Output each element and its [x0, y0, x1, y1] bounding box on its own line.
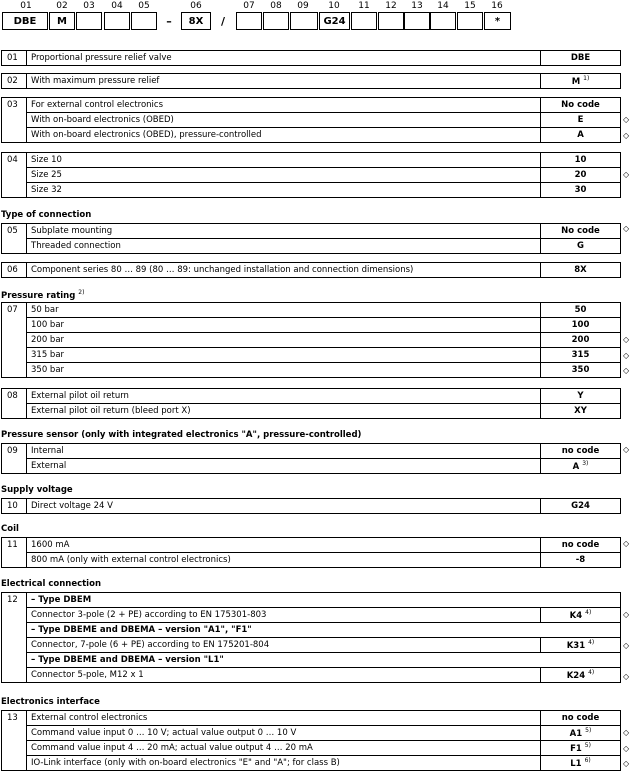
footnote-ref: 1): [583, 75, 590, 83]
position-number: 16: [491, 1, 503, 11]
row-number: 13: [2, 711, 27, 771]
row-number: 03: [2, 98, 27, 143]
row-label: 50 bar: [27, 303, 541, 318]
row-label: With on-board electronics (OBED), pressure-controlled: [27, 128, 541, 143]
row-code: G24: [541, 499, 621, 514]
preferred-diamond-icon: ◇: [623, 115, 630, 124]
group-03: [1, 97, 621, 143]
footnote-ref: 2): [78, 289, 85, 296]
row-code: 200: [541, 333, 621, 348]
group-10: [1, 498, 621, 514]
position-number: 03: [83, 1, 95, 11]
preferred-diamond-icon: ◇: [623, 335, 630, 344]
row-code: K31 $^{4)}$: [541, 638, 621, 653]
row-label: For external control electronics: [27, 98, 541, 113]
row-code: DBE: [541, 51, 621, 66]
position-number: 02: [56, 1, 68, 11]
row-label: 315 bar: [27, 348, 541, 363]
footnote-ref: 4): [588, 639, 595, 647]
position-number: 05: [138, 1, 150, 11]
row-code: A $^{3)}$: [541, 459, 621, 474]
position-number: 10: [328, 1, 340, 11]
preferred-diamond-icon: ◇: [623, 131, 630, 140]
preferred-diamond-icon: ◇: [623, 351, 630, 360]
ordering-code-header: [0, 0, 639, 34]
preferred-diamond-icon: ◇: [623, 366, 630, 375]
row-number: 07: [2, 303, 27, 378]
preferred-diamond-icon: ◇: [623, 728, 630, 737]
row-label: 350 bar: [27, 363, 541, 378]
row-code: 8X: [541, 263, 621, 278]
section-heading: Pressure sensor (only with integrated electronics "A", pressure-controlled): [1, 430, 362, 440]
row-number: 12: [2, 593, 27, 683]
row-label: With on-board electronics (OBED): [27, 113, 541, 128]
code-cell: 8X: [181, 12, 211, 30]
code-cell: [290, 12, 318, 30]
group-06: [1, 262, 621, 278]
group-05: [1, 223, 621, 254]
row-code: E: [541, 113, 621, 128]
preferred-diamond-icon: ◇: [623, 744, 630, 753]
preferred-diamond-icon: ◇: [623, 641, 630, 650]
row-number: 05: [2, 224, 27, 254]
position-number: 09: [297, 1, 309, 11]
code-cell: [263, 12, 289, 30]
position-number: 04: [111, 1, 123, 11]
group-12: [1, 592, 621, 683]
row-label: Direct voltage 24 V: [27, 499, 541, 514]
code-cell: [351, 12, 377, 30]
preferred-diamond-icon: ◇: [623, 610, 630, 619]
preferred-diamond-icon: ◇: [623, 170, 630, 179]
row-code: no code: [541, 444, 621, 459]
row-code: 20: [541, 168, 621, 183]
row-label: External control electronics: [27, 711, 541, 726]
position-number: 07: [243, 1, 255, 11]
row-label: 200 bar: [27, 333, 541, 348]
section-heading: Electronics interface: [1, 697, 100, 707]
row-code: No code: [541, 224, 621, 239]
group-13: [1, 710, 621, 771]
row-label: External pilot oil return (bleed port X): [27, 404, 541, 419]
row-code: XY: [541, 404, 621, 419]
row-code: L1 $^{6)}$: [541, 756, 621, 771]
row-label: Command value input 0 … 10 V; actual value output 0 … 10 V: [27, 726, 541, 741]
row-label: Size 10: [27, 153, 541, 168]
row-number: 04: [2, 153, 27, 198]
code-cell: [404, 12, 430, 30]
section-heading: Supply voltage: [1, 485, 73, 495]
row-label: Component series 80 … 89 (80 … 89: unchanged installation and connection dimensions): [27, 263, 541, 278]
position-number: 01: [20, 1, 32, 11]
slash-separator: /: [220, 14, 226, 28]
code-cell: *: [484, 12, 511, 30]
row-number: 02: [2, 74, 27, 89]
row-code: no code: [541, 538, 621, 553]
row-code: 350: [541, 363, 621, 378]
footnote-ref: 5): [585, 727, 592, 735]
row-label: Connector 5-pole, M12 x 1: [27, 668, 541, 683]
code-cell: [104, 12, 130, 30]
row-code: 30: [541, 183, 621, 198]
group-02: [1, 73, 621, 89]
group-11: [1, 537, 621, 568]
row-label: Proportional pressure relief valve: [27, 51, 541, 66]
code-cell: G24: [319, 12, 350, 30]
footnote-ref: 5): [584, 742, 591, 750]
row-label: Size 25: [27, 168, 541, 183]
code-cell: [236, 12, 262, 30]
row-subheading: – Type DBEME and DBEMA – version "L1": [27, 653, 621, 668]
code-cell: DBE: [2, 12, 48, 30]
code-cell: [76, 12, 102, 30]
row-label: Threaded connection: [27, 239, 541, 254]
position-number: 15: [464, 1, 476, 11]
preferred-diamond-icon: ◇: [623, 445, 630, 454]
preferred-diamond-icon: ◇: [623, 672, 630, 681]
section-heading: Pressure rating $^{2)}$: [1, 289, 85, 301]
row-number: 08: [2, 389, 27, 419]
group-08: [1, 388, 621, 419]
footnote-ref: 4): [585, 609, 592, 617]
row-code: A1 $^{5)}$: [541, 726, 621, 741]
row-label: Command value input 4 … 20 mA; actual value output 4 … 20 mA: [27, 741, 541, 756]
row-number: 11: [2, 538, 27, 568]
row-label: Subplate mounting: [27, 224, 541, 239]
section-heading: Electrical connection: [1, 579, 101, 589]
row-code: K4 $^{4)}$: [541, 608, 621, 623]
row-label: Connector 3-pole (2 + PE) according to EN 175301-803: [27, 608, 541, 623]
row-code: 10: [541, 153, 621, 168]
code-cell: [378, 12, 404, 30]
position-number: 13: [411, 1, 423, 11]
row-code: No code: [541, 98, 621, 113]
row-code: 100: [541, 318, 621, 333]
position-number: 14: [437, 1, 449, 11]
code-cell: [457, 12, 483, 30]
group-09: [1, 443, 621, 474]
row-code: M $^{1)}$: [541, 74, 621, 89]
row-subheading: – Type DBEME and DBEMA – version "A1", "F1": [27, 623, 621, 638]
group-07: [1, 302, 621, 378]
row-label: 800 mA (only with external control electronics): [27, 553, 541, 568]
footnote-ref: 4): [588, 669, 595, 677]
row-code: Y: [541, 389, 621, 404]
row-subheading: – Type DBEM: [27, 593, 621, 608]
row-label: Internal: [27, 444, 541, 459]
code-cell: M: [49, 12, 75, 30]
row-number: 06: [2, 263, 27, 278]
row-code: 50: [541, 303, 621, 318]
row-number: 10: [2, 499, 27, 514]
row-label: With maximum pressure relief: [27, 74, 541, 89]
dash-separator: –: [166, 14, 172, 28]
row-code: 315: [541, 348, 621, 363]
group-01: [1, 50, 621, 66]
section-heading: Type of connection: [1, 210, 92, 220]
position-number: 08: [270, 1, 282, 11]
row-label: IO-Link interface (only with on-board electronics "E" and "A"; for class B): [27, 756, 541, 771]
row-label: External: [27, 459, 541, 474]
position-number: 06: [190, 1, 202, 11]
row-number: 01: [2, 51, 27, 66]
footnote-ref: 3): [582, 460, 589, 468]
row-label: Size 32: [27, 183, 541, 198]
row-number: 09: [2, 444, 27, 474]
row-code: -8: [541, 553, 621, 568]
preferred-diamond-icon: ◇: [623, 759, 630, 768]
row-label: Connector, 7-pole (6 + PE) according to EN 175201-804: [27, 638, 541, 653]
footnote-ref: 6): [584, 757, 591, 765]
row-label: 1600 mA: [27, 538, 541, 553]
row-code: F1 $^{5)}$: [541, 741, 621, 756]
section-heading: Coil: [1, 524, 19, 534]
preferred-diamond-icon: ◇: [623, 224, 630, 233]
row-code: K24 $^{4)}$: [541, 668, 621, 683]
row-label: 100 bar: [27, 318, 541, 333]
preferred-diamond-icon: ◇: [623, 539, 630, 548]
code-cell: [430, 12, 456, 30]
row-code: no code: [541, 711, 621, 726]
row-label: External pilot oil return: [27, 389, 541, 404]
row-code: G: [541, 239, 621, 254]
group-04: [1, 152, 621, 198]
position-number: 12: [385, 1, 397, 11]
position-number: 11: [358, 1, 370, 11]
row-code: A: [541, 128, 621, 143]
code-cell: [131, 12, 157, 30]
